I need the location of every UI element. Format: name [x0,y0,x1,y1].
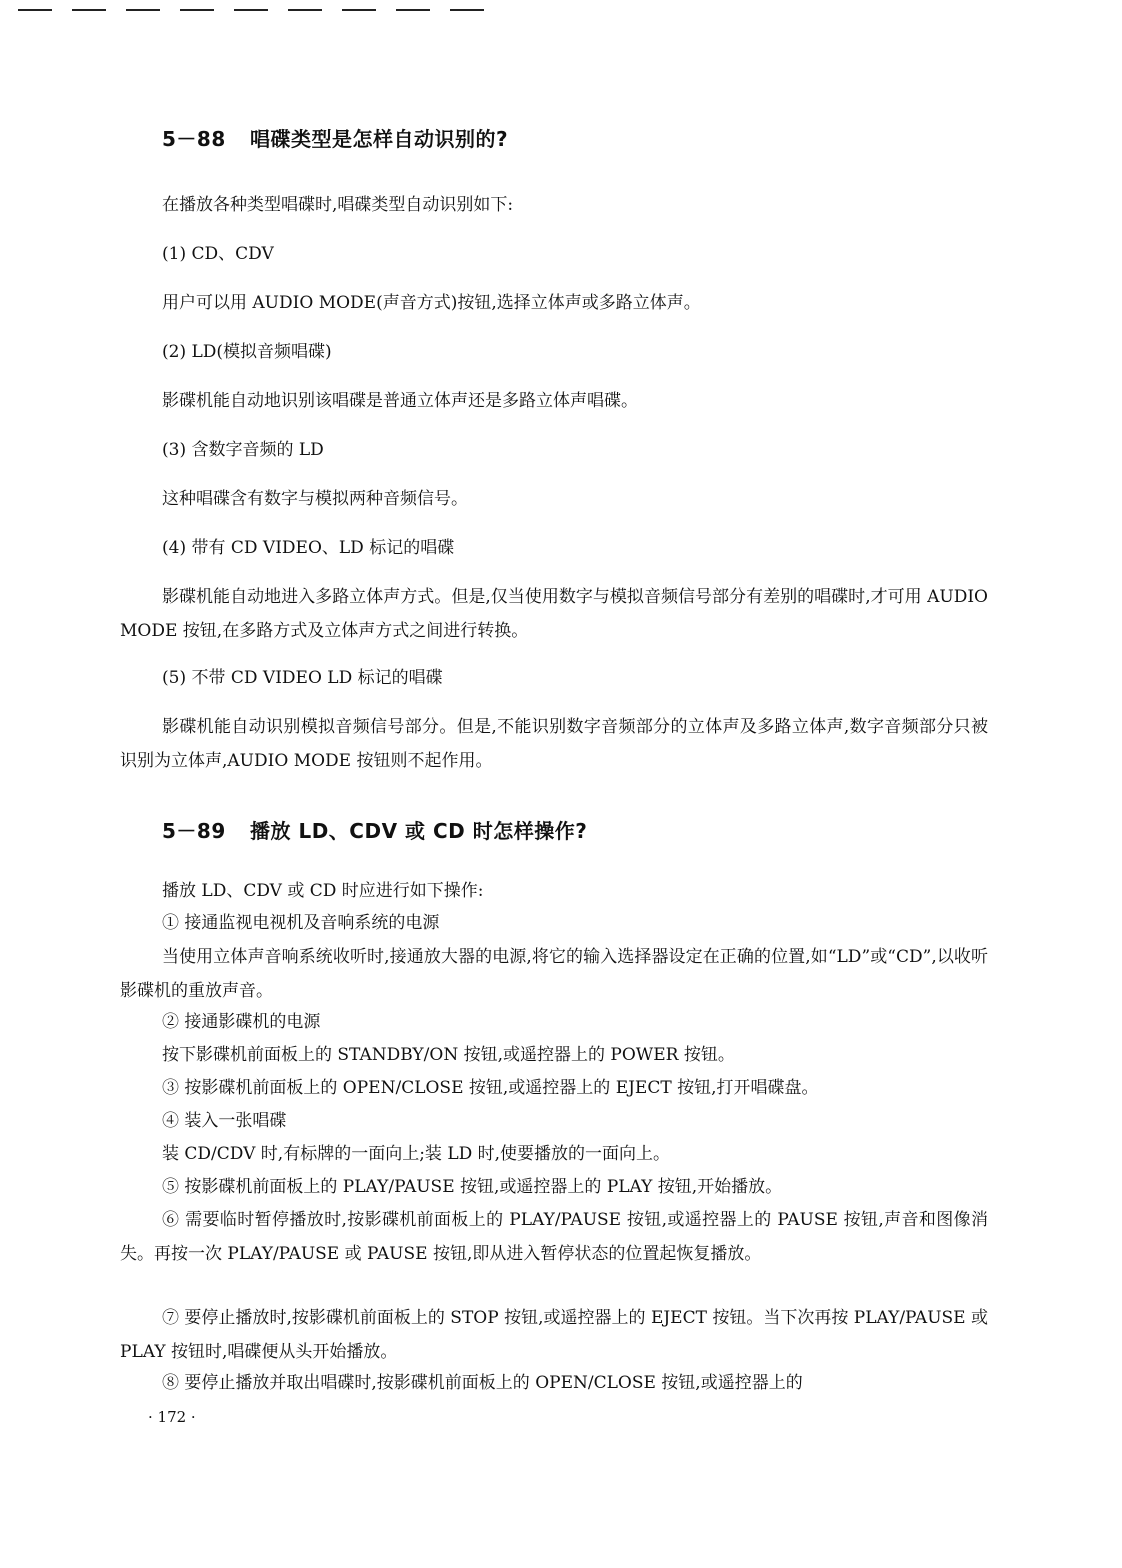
section-number: 5－88 [162,127,226,151]
list-item-heading: (5) 不带 CD VIDEO LD 标记的唱碟 [162,668,443,688]
list-item-heading: (4) 带有 CD VIDEO、LD 标记的唱碟 [162,538,455,558]
paragraph: 装 CD/CDV 时,有标牌的一面向上;装 LD 时,使要播放的一面向上。 [162,1144,671,1164]
list-item-heading: (3) 含数字音频的 LD [162,440,324,460]
section-number: 5－89 [162,819,226,843]
step-item: ③ 按影碟机前面板上的 OPEN/CLOSE 按钮,或遥控器上的 EJECT 按钮,打开唱碟盘。 [162,1078,819,1098]
step-item: ⑥ 需要临时暂停播放时,按影碟机前面板上的 PLAY/PAUSE 按钮,或遥控器上的 PAUSE 按钮,声音和图像消失。再按一次 PLAY/PAUSE 或 PAUSE 按钮,即从进入暂停状态的位置起恢复播放。 [120,1210,988,1264]
step-item: ① 接通监视电视机及音响系统的电源 [162,913,440,933]
step-item: ④ 装入一张唱碟 [162,1111,287,1131]
section-heading-5-89 [162,815,587,844]
step-item: ⑦ 要停止播放时,按影碟机前面板上的 STOP 按钮,或遥控器上的 EJECT 按钮。当下次再按 PLAY/PAUSE 或 PLAY 按钮时,唱碟便从头开始播放。 [120,1308,988,1362]
page-number: · 172 · [148,1408,196,1426]
paragraph: 当使用立体声音响系统收听时,接通放大器的电源,将它的输入选择器设定在正确的位置,如“LD”或“CD”,以收听影碟机的重放声音。 [120,947,988,1001]
paragraph: 影碟机能自动地进入多路立体声方式。但是,仅当使用数字与模拟音频信号部分有差别的唱碟时,才可用 AUDIO MODE 按钮,在多路方式及立体声方式之间进行转换。 [120,587,988,641]
top-edge-rule [0,0,540,12]
paragraph: 影碟机能自动地识别该唱碟是普通立体声还是多路立体声唱碟。 [162,391,638,411]
paragraph: 在播放各种类型唱碟时,唱碟类型自动识别如下: [162,195,514,215]
paragraph: 按下影碟机前面板上的 STANDBY/ON 按钮,或遥控器上的 POWER 按钮。 [162,1045,735,1065]
paragraph: 影碟机能自动识别模拟音频信号部分。但是,不能识别数字音频部分的立体声及多路立体声,数字音频部分只被识别为立体声,AUDIO MODE 按钮则不起作用。 [120,717,988,771]
list-item-heading: (2) LD(模拟音频唱碟) [162,342,332,362]
list-item-heading: (1) CD、CDV [162,244,274,264]
step-item: ⑤ 按影碟机前面板上的 PLAY/PAUSE 按钮,或遥控器上的 PLAY 按钮,开始播放。 [162,1177,783,1197]
paragraph: 播放 LD、CDV 或 CD 时应进行如下操作: [162,881,484,901]
step-item: ⑧ 要停止播放并取出唱碟时,按影碟机前面板上的 OPEN/CLOSE 按钮,或遥控器上的 [162,1373,803,1393]
paragraph: 用户可以用 AUDIO MODE(声音方式)按钮,选择立体声或多路立体声。 [162,293,701,313]
section-heading-5-88 [162,123,508,152]
section-title: 唱碟类型是怎样自动识别的? [250,127,509,151]
paragraph: 这种唱碟含有数字与模拟两种音频信号。 [162,489,468,509]
step-item: ② 接通影碟机的电源 [162,1012,321,1032]
section-title: 播放 LD、CDV 或 CD 时怎样操作? [250,819,588,843]
